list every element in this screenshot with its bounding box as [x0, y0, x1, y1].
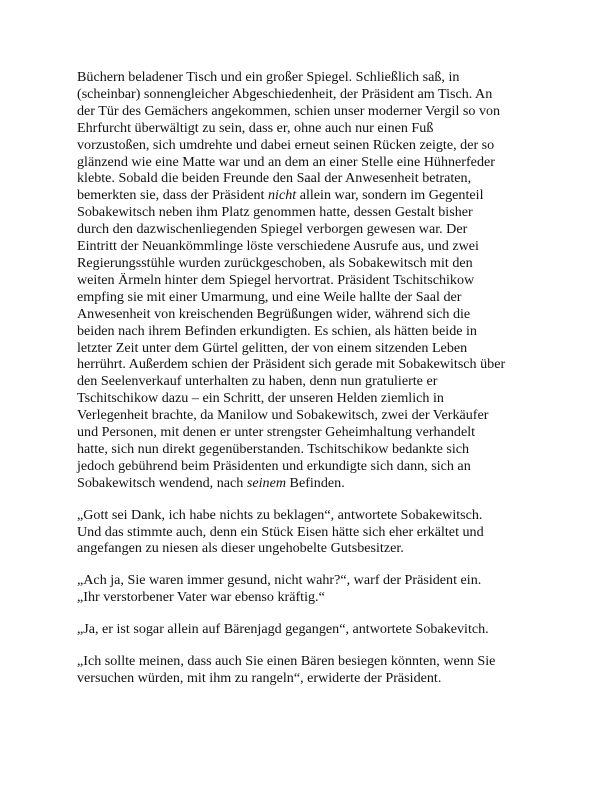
paragraph — [77, 507, 539, 558]
text-run: jedoch gebührend beim Präsidenten und erkundigte sich dann, sich an — [77, 457, 471, 474]
text-run: Befinden. — [286, 474, 345, 491]
text-run: letzter Zeit unter dem Gürtel gelitten, der von einem sitzenden Leben — [77, 339, 468, 356]
text-run: Ehrfurcht überwältigt zu sein, dass er, ohne auch nur einen Fuß — [77, 119, 434, 136]
text-run: durch den dazwischenliegenden Spiegel verborgen gewesen war. Der — [77, 221, 468, 238]
text-run: „Ach ja, Sie waren immer gesund, nicht wahr?“, warf der Präsident ein. — [77, 572, 482, 589]
text-run: und Personen, mit denen er unter strengster Geheimhaltung verhandelt — [77, 424, 476, 441]
text-line — [77, 204, 539, 221]
text-line — [77, 323, 539, 340]
text-run: hatte, sich nun direkt gegenüberstanden. Tschitschikow bedankte sich — [77, 440, 470, 457]
text-line — [77, 670, 539, 687]
text-line — [77, 154, 539, 171]
text-run: herrührt. Außerdem schien der Präsident sich gerade mit Sobakewitsch über — [77, 356, 506, 373]
text-run: (scheinbar) sonnengleicher Abgeschiedenheit, der Präsident am Tisch. An — [77, 85, 493, 102]
text-line — [77, 238, 539, 255]
text-line — [77, 390, 539, 407]
text-line — [77, 475, 539, 492]
text-run: „Ich sollte meinen, dass auch Sie einen Bären besiegen könnten, wenn Sie — [77, 653, 496, 670]
text-run: Sobakewitsch wendend, nach — [77, 474, 247, 491]
text-run: Tschitschikow dazu – ein Schritt, der unseren Helden ziemlich in — [77, 390, 444, 407]
paragraph — [77, 621, 539, 638]
text-line — [77, 621, 539, 638]
text-line — [77, 289, 539, 306]
text-run: „Ihr verstorbener Vater war ebenso kräftig.“ — [77, 589, 325, 606]
emphasis-text: nicht — [268, 187, 297, 204]
text-run: Regierungsstühle wurden zurückgeschoben, als Sobakewitsch mit den — [77, 254, 473, 271]
text-line — [77, 524, 539, 541]
document-page — [77, 69, 539, 702]
text-line — [77, 458, 539, 475]
text-run: vorzustoßen, sich umdrehte und dabei erneut seinen Rücken zeigte, der so — [77, 136, 495, 153]
text-run: beiden nach ihrem Befinden erkundigten. Es schien, als hätten beide in — [77, 322, 477, 339]
text-line — [77, 69, 539, 86]
text-line — [77, 572, 539, 589]
text-run: angefangen zu niesen als dieser ungehobelte Gutsbesitzer. — [77, 540, 404, 557]
text-run: Und das stimmte auch, denn ein Stück Eisen hätte sich eher erkältet und — [77, 523, 484, 540]
text-run: Büchern beladener Tisch und ein großer Spiegel. Schließlich saß, in — [77, 69, 460, 85]
text-line — [77, 653, 539, 670]
text-line — [77, 540, 539, 557]
paragraph — [77, 572, 539, 606]
text-line — [77, 340, 539, 357]
paragraph — [77, 653, 539, 687]
text-line — [77, 272, 539, 289]
text-run: Anwesenheit von kreischenden Begrüßungen wider, während sich die — [77, 305, 471, 322]
text-run: den Seelenverkauf unterhalten zu haben, denn nun gratulierte er — [77, 373, 438, 390]
text-run: glänzend wie eine Matte war und an dem an einer Stelle eine Hühnerfeder — [77, 153, 495, 170]
text-line — [77, 221, 539, 238]
text-line — [77, 120, 539, 137]
text-run: Verlegenheit brachte, da Manilow und Sobakewitsch, zwei der Verkäufer — [77, 407, 489, 424]
text-run: „Gott sei Dank, ich habe nichts zu beklagen“, antwortete Sobakewitsch. — [77, 506, 483, 523]
text-run: empfing sie mit einer Umarmung, und eine Weile hallte der Saal der — [77, 288, 462, 305]
text-line — [77, 441, 539, 458]
text-run: Sobakewitsch neben ihm Platz genommen hatte, dessen Gestalt bisher — [77, 204, 473, 221]
text-line — [77, 373, 539, 390]
text-line — [77, 255, 539, 272]
paragraph — [77, 69, 539, 492]
text-line — [77, 424, 539, 441]
text-line — [77, 356, 539, 373]
text-line — [77, 589, 539, 606]
text-line — [77, 407, 539, 424]
text-line — [77, 86, 539, 103]
text-line — [77, 103, 539, 120]
text-run: allein war, sondern im Gegenteil — [296, 187, 484, 204]
emphasis-text: seinem — [246, 474, 287, 491]
text-line — [77, 170, 539, 187]
text-run: „Ja, er ist sogar allein auf Bärenjagd gegangen“, antwortete Sobakevitch. — [77, 621, 489, 638]
text-run: bemerkten sie, dass der Präsident — [77, 187, 268, 204]
text-run: Eintritt der Neuankömmlinge löste verschiedene Ausrufe aus, und zwei — [77, 238, 479, 255]
text-run: der Tür des Gemächers angekommen, schien unser moderner Vergil so von — [77, 102, 501, 119]
text-line — [77, 137, 539, 154]
text-run: versuchen würden, mit ihm zu rangeln“, erwiderte der Präsident. — [77, 670, 442, 686]
text-line — [77, 306, 539, 323]
text-line — [77, 187, 539, 204]
text-run: weiten Ärmeln hinter dem Spiegel hervortrat. Präsident Tschitschikow — [77, 271, 475, 288]
text-line — [77, 507, 539, 524]
text-run: klebte. Sobald die beiden Freunde den Saal der Anwesenheit betraten, — [77, 170, 472, 187]
